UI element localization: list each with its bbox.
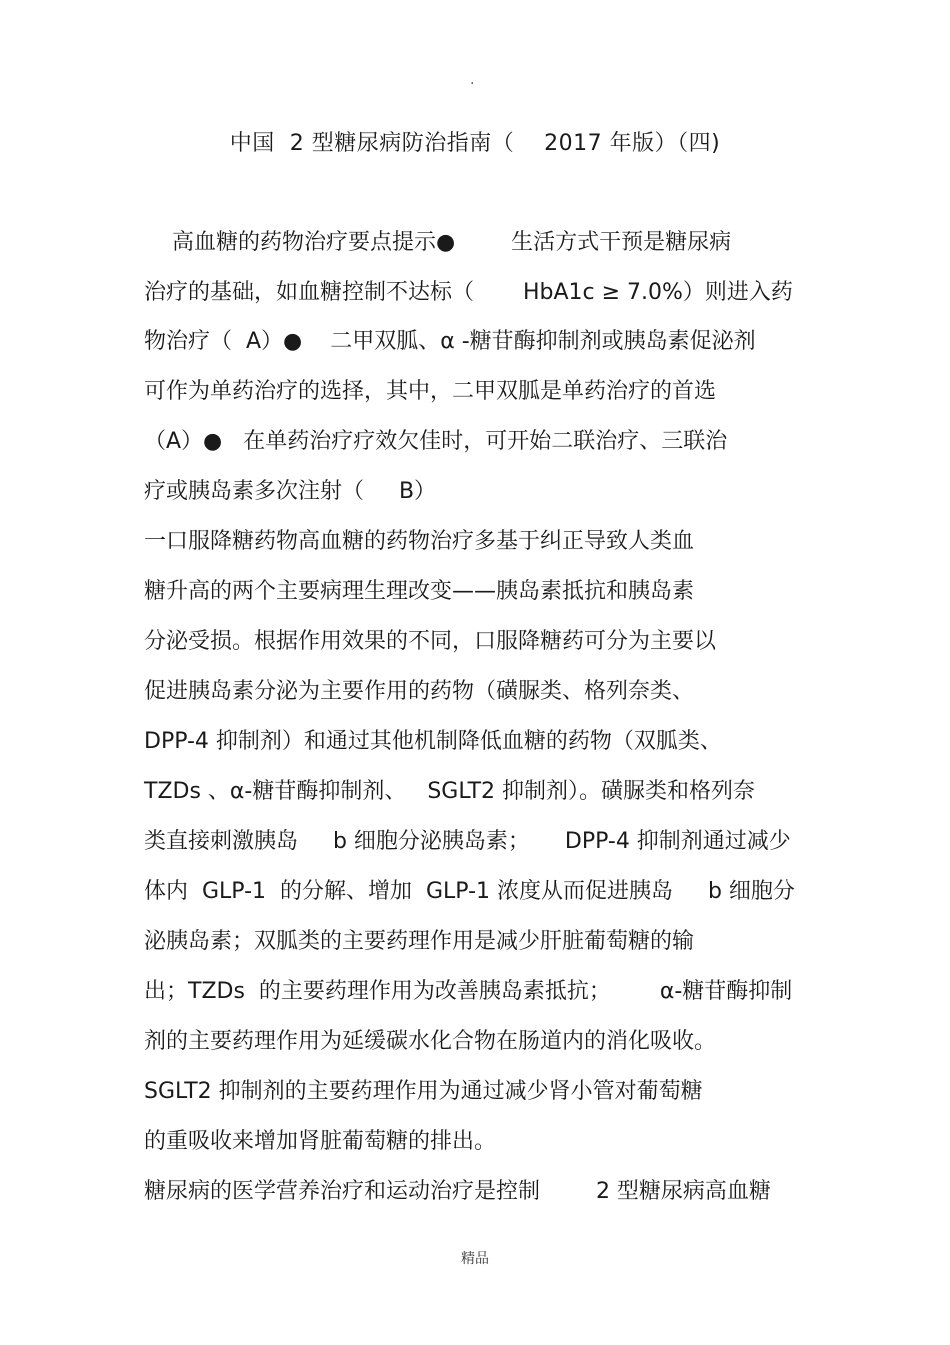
text-line: 剂的主要药理作用为延缓碳水化合物在肠道内的消化吸收。 [144,1029,717,1054]
text-line: （A）● 在单药治疗疗效欠佳时，可开始二联治疗、三联治 [144,429,728,454]
text-line: TZDs 、α-糖苷酶抑制剂、 SGLT2 抑制剂）。磺脲类和格列奈 [144,779,755,804]
text-line: 类直接刺激胰岛 b 细胞分泌胰岛素； DPP-4 抑制剂通过减少 [144,829,791,854]
text-line: 体内 GLP-1 的分解、增加 GLP-1 浓度从而促进胰岛 b 细胞分 [144,879,795,904]
text-line: 疗或胰岛素多次注射（ B） [144,479,437,504]
text-line: SGLT2 抑制剂的主要药理作用为通过减少肾小管对葡萄糖 [144,1079,703,1104]
text-line: 高血糖的药物治疗要点提示● 生活方式干预是糖尿病 [144,230,732,255]
text-line: 促进胰岛素分泌为主要作用的药物（磺脲类、格列奈类、 [144,679,695,704]
text-line: 分泌受损。根据作用效果的不同，口服降糖药可分为主要以 [144,629,717,654]
footer-label: 精品 [461,1251,489,1267]
text-line: 治疗的基础，如血糖控制不达标（ HbA1c ≥ 7.0%）则进入药 [144,280,793,305]
text-line: 物治疗（ A）● 二甲双胍、α -糖苷酶抑制剂或胰岛素促泌剂 [144,329,756,354]
text-line: 可作为单药治疗的选择，其中，二甲双胍是单药治疗的首选 [144,379,717,404]
text-line: 泌胰岛素；双胍类的主要药理作用是减少肝脏葡萄糖的输 [144,929,695,954]
text-line: DPP-4 抑制剂）和通过其他机制降低血糖的药物（双胍类、 [144,729,722,754]
text-line: 出；TZDs 的主要药理作用为改善胰岛素抵抗； α-糖苷酶抑制 [144,979,793,1004]
text-line: 的重吸收来增加肾脏葡萄糖的排出。 [144,1129,497,1154]
text-line: 糖尿病的医学营养治疗和运动治疗是控制 2 型糖尿病高血糖 [144,1179,771,1204]
page-title: 中国 2 型糖尿病防治指南（ 2017 年版）（四) [229,131,721,156]
header-dot: . [470,72,475,88]
text-line: 糖升高的两个主要病理生理改变——胰岛素抵抗和胰岛素 [144,579,695,604]
text-line: 一口服降糖药物高血糖的药物治疗多基于纠正导致人类血 [144,529,695,554]
